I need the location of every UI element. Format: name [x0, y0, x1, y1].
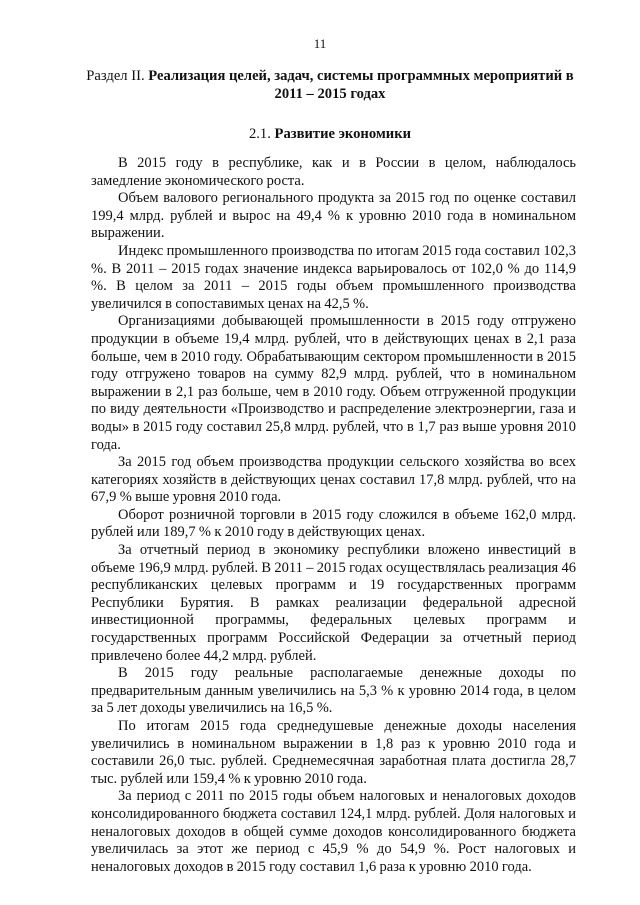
section-heading-title: Реализация целей, задач, системы программных мероприятий в 2011 – 2015 годах	[148, 68, 574, 102]
paragraph-economic-slowdown: В 2015 году в республике, как и в России в целом, наблюдалось замедление экономического роста.	[91, 155, 576, 189]
body-text	[91, 155, 576, 876]
paragraph-real-incomes: В 2015 году реальные располагаемые денежные доходы по предварительным данным увеличились на 5,3 % к уровню 2014 года, в целом за 5 лет доходы увеличились на 16,5 %.	[91, 665, 576, 717]
page-number: 11	[313, 36, 327, 51]
subsection-heading-title: Развитие экономики	[274, 126, 412, 142]
paragraph-industrial-index: Индекс промышленного производства по итогам 2015 года составил 102,3 %. В 2011 – 2015 годах значение индекса варьировалось от 102,0 % до 114,9 %. В целом за 2011 – 2015 годы объем промышленного производства увеличился в сопоставимых ценах на 42,5 %.	[91, 242, 576, 312]
section-heading	[80, 67, 580, 103]
paragraph-budget-revenues: За период с 2011 по 2015 годы объем налоговых и неналоговых доходов консолидированного бюджета составил 124,1 млрд. рублей. Доля налоговых и неналоговых доходов в общей сумме доходов консолидированного бюджета увеличилась за этот же период с 45,9 % до 54,9 %. Рост налоговых и неналоговых доходов в 2015 году составил 1,6 раза к уровню 2010 года.	[91, 788, 576, 875]
paragraph-grp: Объем валового регионального продукта за 2015 год по оценке составил 199,4 млрд. рублей и вырос на 49,4 % к уровню 2010 года в номинальном выражении.	[91, 190, 576, 242]
subsection-heading-number: 2.1.	[248, 126, 275, 142]
paragraph-per-capita-incomes: По итогам 2015 года среднедушевые денежные доходы населения увеличились в номинальном выражении в 1,8 раз к уровню 2010 года и составили 26,0 тыс. рублей. Среднемесячная заработная плата достигла 28,7 тыс. рублей или 159,4 % к уровню 2010 года.	[91, 718, 576, 787]
paragraph-retail-trade: Оборот розничной торговли в 2015 году сложился в объеме 162,0 млрд. рублей или 189,7 % к 2010 году в действующих ценах.	[91, 506, 576, 541]
paragraph-agriculture: За 2015 год объем производства продукции сельского хозяйства во всех категориях хозяйств в действующих ценах составил 17,8 млрд. рублей, что на 67,9 % выше уровня 2010 года.	[91, 454, 576, 506]
paragraph-industry-shipments: Организациями добывающей промышленности в 2015 году отгружено продукции в объеме 19,4 млрд. рублей, что в действующих ценах в 2,1 раза больше, чем в 2010 году. Обрабатывающим сектором промышленности в 2015 году отгружено товаров на сумму 82,9 млрд. рублей, что в номинальном выражении в 2,1 раз больше, чем в 2010 году. Объем отгруженной продукции по виду деятельности «Производство и распределение электроэнергии, газа и воды» в 2015 году составил 25,8 млрд. рублей, что в 1,7 раз выше уровня 2010 года.	[91, 313, 576, 453]
subsection-heading	[80, 125, 580, 143]
section-heading-prefix: Раздел II.	[86, 68, 149, 84]
paragraph-investments: За отчетный период в экономику республики вложено инвестиций в объеме 196,9 млрд. рублей. В 2011 – 2015 годах осуществлялась реализация 46 республиканских целевых программ и 19 государственных программ Республики Бурятия. В рамках реализации федеральной адресной инвестиционной программы, федеральных целевых программ и государственных программ Российской Федерации за отчетный период привлечено более 44,2 млрд. рублей.	[91, 542, 576, 664]
